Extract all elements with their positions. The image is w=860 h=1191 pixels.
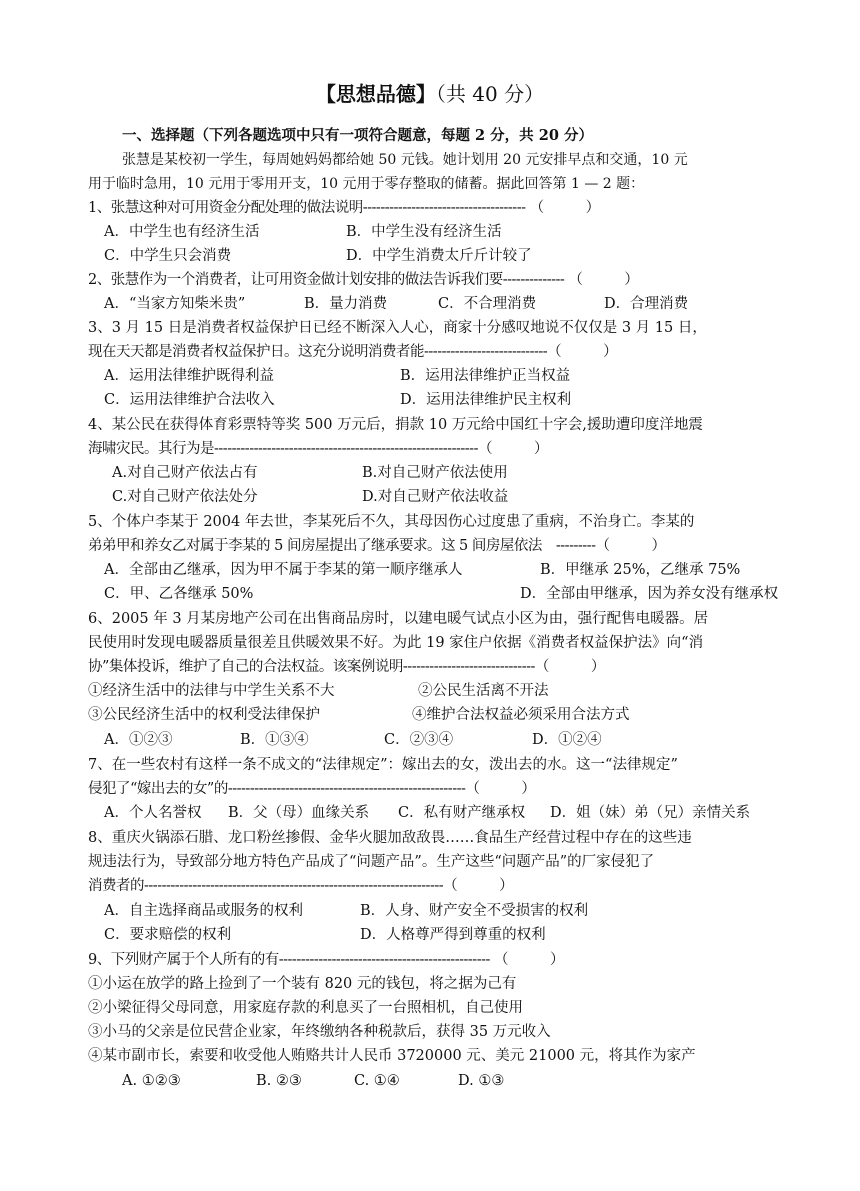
option-b: B．①③④ (240, 732, 309, 748)
question-stem-text: 现在天天都是消费者权益保护日。这充分说明消费者能----------------------------（ ） (88, 344, 618, 360)
question-3-options (0, 388, 860, 412)
question-9-items (0, 972, 860, 996)
option-d: D．全部由甲继承，因为养女没有继承权 (520, 586, 779, 602)
question-stem-text: 6、2005 年 3 月某房地产公司在出售商品房时，以建电暖气试点小区为由，强行配售电暖器。居 (88, 611, 709, 627)
question-stem-text: 规违法行为，导致部分地方特色产品成了“问题产品”。生产这些“问题产品”的厂家侵犯了 (88, 854, 655, 870)
question-5-options (0, 558, 860, 582)
question-2-options (0, 292, 860, 316)
option-c: C.对自己财产依法处分 (112, 489, 258, 505)
question-stem-text: 弟弟甲和养女乙对属于李某的 5 间房屋提出了继承要求。这 5 间房屋依法 ---------（ ） (88, 538, 666, 554)
intro-paragraph (0, 148, 860, 172)
question-3-stem (0, 340, 860, 364)
intro-line: 张慧是某校初一学生，每周她妈妈都给她 50 元钱。她计划用 20 元安排早点和交通，10 元 (122, 152, 688, 168)
question-8-stem (0, 826, 860, 850)
question-stem-text: 消费者的--------------------------------------------------------------------（ ） (88, 878, 514, 894)
option-b: B．甲继承 25%，乙继承 75% (540, 562, 741, 578)
question-3-stem (0, 316, 860, 340)
option-a: A．“当家方知柴米贵” (104, 296, 246, 312)
page-title (0, 80, 860, 108)
question-stem-text: 1、张慧这种对可用资金分配处理的做法说明------------------------------------- （ ） (88, 200, 600, 216)
option-b: B．运用法律维护正当权益 (400, 368, 571, 384)
option-b: B．人身、财产安全不受损害的权利 (360, 903, 589, 919)
option-b: B．量力消费 (304, 296, 388, 312)
question-6-stem (0, 655, 860, 679)
option-c: C．私有财产继承权 (398, 805, 526, 821)
question-stem-text: 9、下列财产属于个人所有的有------------------------------------------------ （ ） (88, 952, 565, 968)
option-a: A．中学生也有经济生活 (104, 224, 260, 240)
option-d: D．合理消费 (604, 296, 689, 312)
question-stem-text: 2、张慧作为一个消费者，让可用资金做计划安排的做法告诉我们要-------------- （ ） (88, 272, 639, 288)
statement-item: ①小运在放学的路上捡到了一个装有 820 元的钱包，将之据为己有 (88, 976, 517, 992)
option-c: C. ①④ (354, 1073, 400, 1089)
question-stem-text: 协”集体投诉，维护了自己的合法权益。该案例说明------------------------------（ ） (88, 659, 605, 675)
question-4-options (0, 461, 860, 485)
question-9-stem (0, 948, 860, 972)
question-stem-text: 8、重庆火锅添石腊、龙口粉丝掺假、金华火腿加敌敌畏……食品生产经营过程中存在的这些违 (88, 830, 692, 846)
option-a: A．运用法律维护既得利益 (104, 368, 274, 384)
option-a: A．自主选择商品或服务的权利 (104, 903, 303, 919)
intro-paragraph (0, 172, 860, 196)
statement-item: ③小马的父亲是位民营企业家，年终缴纳各种税款后，获得 35 万元收入 (88, 1024, 551, 1040)
question-5-stem (0, 534, 860, 558)
question-6-items (0, 679, 860, 703)
question-stem-text: 4、某公民在获得体育彩票特等奖 500 万元后，捐款 10 万元给中国红十字会,援助遭印度洋地震 (88, 417, 703, 433)
question-4-options (0, 485, 860, 509)
question-7-stem (0, 777, 860, 801)
option-c: C．甲、乙各继承 50% (104, 586, 254, 602)
question-9-items (0, 1044, 860, 1068)
option-b: B．中学生没有经济生活 (346, 224, 502, 240)
question-stem-text: 侵犯了“嫁出去的女”的------------------------------------------------------（ ） (88, 781, 536, 797)
statement-item: ②公民生活离不开法 (418, 683, 549, 699)
question-6-stem (0, 631, 860, 655)
question-8-stem (0, 850, 860, 874)
question-stem-text: 3、3 月 15 日是消费者权益保护日已经不断深入人心，商家十分感叹地说不仅仅是 3 月 15 日， (88, 320, 707, 336)
section-heading-text: 一、选择题（下列各题选项中只有一项符合题意，每题 2 分，共 20 分） (122, 127, 593, 144)
option-b: B．父（母）血缘关系 (228, 805, 370, 821)
option-c: C．中学生只会消费 (104, 248, 232, 264)
intro-line: 用于临时急用，10 元用于零用开支，10 元用于零存整取的储蓄。据此回答第 1 — 2 题： (88, 176, 645, 192)
question-9-options (0, 1069, 860, 1093)
section-heading (0, 124, 860, 148)
question-7-stem (0, 753, 860, 777)
option-b: B. ②③ (256, 1073, 302, 1089)
option-a: A.对自己财产依法占有 (112, 465, 258, 481)
statement-item: ④某市副市长，索要和收受他人贿赂共计人民币 3720000 元、美元 21000 元，将其作为家产 (88, 1048, 696, 1064)
option-d: D．①②④ (532, 732, 602, 748)
statement-item: ③公民经济生活中的权利受法律保护 (88, 707, 320, 723)
option-d: D．运用法律维护民主权利 (400, 392, 572, 408)
question-2-stem (0, 268, 860, 292)
question-4-stem (0, 413, 860, 437)
question-6-options (0, 728, 860, 752)
question-4-stem (0, 437, 860, 461)
option-d: D.对自己财产依法收益 (362, 489, 509, 505)
option-d: D．姐（妹）弟（兄）亲情关系 (550, 805, 751, 821)
question-9-items (0, 996, 860, 1020)
question-9-items (0, 1020, 860, 1044)
total-score: （共 40 分） (435, 82, 545, 106)
question-8-stem (0, 874, 860, 898)
option-a: A. ①②③ (122, 1073, 181, 1089)
statement-item: ②小梁征得父母同意，用家庭存款的利息买了一台照相机，自己使用 (88, 1000, 523, 1016)
statement-item: ④维护合法权益必须采用合法方式 (412, 707, 630, 723)
question-8-options (0, 899, 860, 923)
question-5-stem (0, 510, 860, 534)
option-a: A．全部由乙继承，因为甲不属于李某的第一顺序继承人 (104, 562, 463, 578)
option-b: B.对自己财产依法使用 (362, 465, 508, 481)
option-c: C．②③④ (384, 732, 454, 748)
question-7-options (0, 801, 860, 825)
option-c: C．运用法律维护合法收入 (104, 392, 275, 408)
question-stem-text: 7、在一些农村有这样一条不成文的“法律规定”：嫁出去的女，泼出去的水。这一“法律规定” (88, 757, 678, 773)
option-c: C．不合理消费 (438, 296, 537, 312)
question-stem-text: 民使用时发现电暖器质量很差且供暖效果不好。为此 19 家住户依据《消费者权益保护法》向“消 (88, 635, 704, 651)
option-c: C．要求赔偿的权利 (104, 927, 232, 943)
question-3-options (0, 364, 860, 388)
subject-title: 【思想品德】 (315, 82, 436, 106)
question-stem-text: 5、个体户李某于 2004 年去世，李某死后不久，其母因伤心过度患了重病，不治身亡。李某的 (88, 514, 695, 530)
question-1-options (0, 220, 860, 244)
question-6-stem (0, 607, 860, 631)
question-1-options (0, 244, 860, 268)
option-a: A．个人名誉权 (104, 805, 202, 821)
question-8-options (0, 923, 860, 947)
question-stem-text: 海啸灾民。其行为是------------------------------------------------------------（ ） (88, 441, 548, 457)
statement-item: ①经济生活中的法律与中学生关系不大 (88, 683, 335, 699)
option-d: D．人格尊严得到尊重的权利 (360, 927, 546, 943)
question-1-stem (0, 196, 860, 220)
option-d: D. ①③ (458, 1073, 505, 1089)
question-6-items (0, 703, 860, 727)
question-5-options (0, 582, 860, 606)
option-a: A．①②③ (104, 732, 173, 748)
option-d: D．中学生消费太斤斤计较了 (346, 248, 532, 264)
